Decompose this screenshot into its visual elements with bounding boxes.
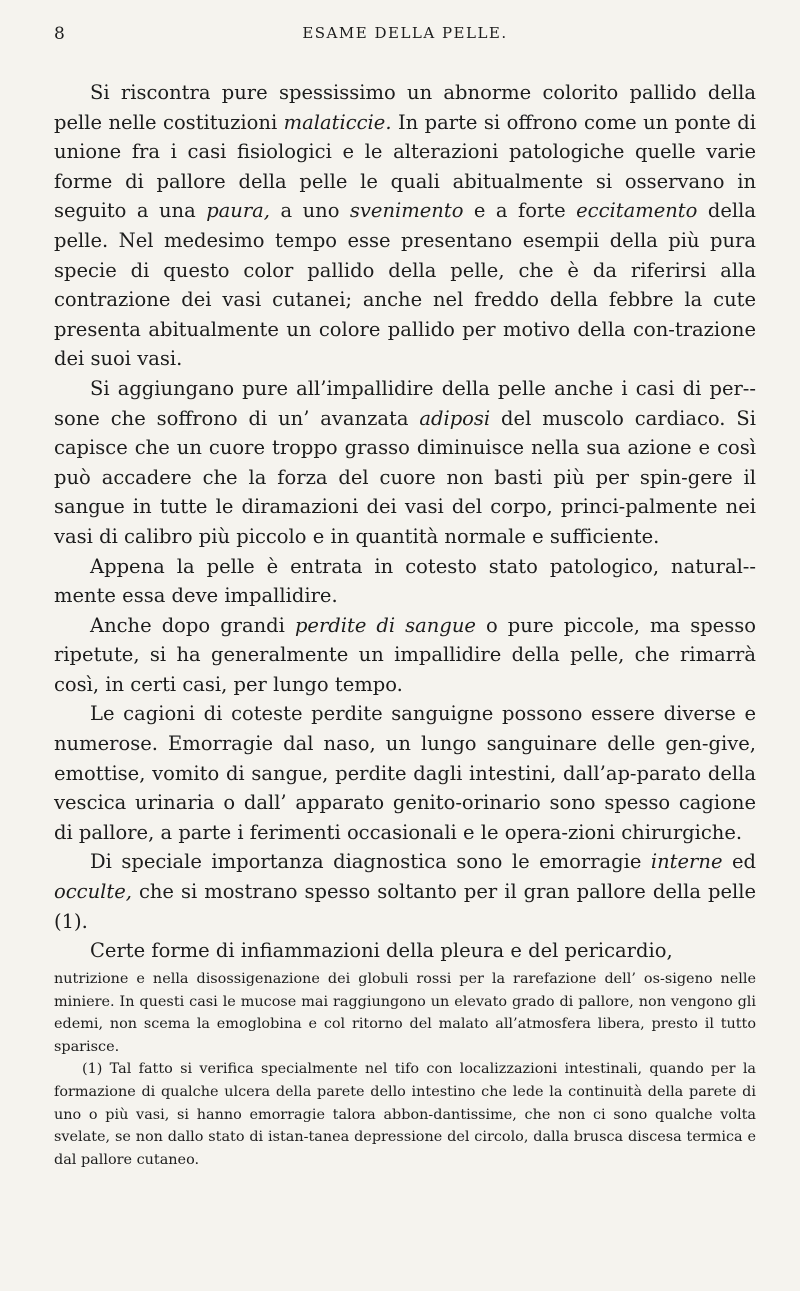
italic-text: malaticcie. (283, 110, 392, 134)
italic-text: occulte, (54, 880, 132, 904)
page-header (54, 24, 756, 50)
text-run: del muscolo cardiaco. Si capisce che un cuore troppo grasso diminuisce nella sua azione e così può accadere che la forza del cuore non basti più per spin-gere il sangue in tutte le diramazioni dei vasi del corpo, princi-palmente nei vasi di calibro più piccolo e in quantità normale e sufficiente. (54, 406, 756, 548)
paragraph (54, 78, 756, 374)
text-run: della pelle. Nel medesimo tempo esse presentano esempii della più pura specie di questo color pallido della pelle, che è da riferirsi alla contrazione dei vasi cutanei; anche nel freddo della febbre la cute presenta abitualmente un colore pallido per motivo della con-trazione dei suoi vasi. (54, 199, 756, 371)
paragraph (54, 552, 756, 611)
paragraph (54, 699, 756, 847)
text-run: che si mostrano spesso soltanto per il gran pallore della pelle (1). (54, 880, 756, 933)
text-run: Le cagioni di coteste perdite sanguigne possono essere diverse e numerose. Emorragie dal naso, un lungo sanguinare delle gen-give, emottise, vomito di sangue, perdite dagli intestini, dall’ap-parato della vescica urinaria o dall’ apparato genito-orinario sono spesso cagione di pallore, a parte i ferimenti occasionali e le opera-zioni chirurgiche. (54, 702, 756, 844)
footnote: nutrizione e nella disossigenazione dei globuli rossi per la rarefazione dell’ os-sigeno nelle miniere. In questi casi le mucose mai raggiungono un elevato grado di pallore, non vengono gli edemi, non scema la emoglobina e col ritorno del malato all’atmosfera libera, presto il tutto sparisce. (54, 971, 756, 1055)
paragraph (54, 611, 756, 700)
paragraph (54, 374, 756, 552)
page-number: 8 (54, 24, 65, 44)
text-run: a uno (270, 199, 350, 223)
text-run: Di speciale importanza diagnostica sono le emorragie (90, 850, 651, 874)
italic-text: interne (650, 850, 723, 874)
text-run: Anche dopo grandi (90, 613, 295, 637)
text-run: o pure piccole, ma spesso ripetute, si ha generalmente un impallidire della pelle, che rimarrà così, in certi casi, per lungo tempo. (54, 613, 756, 696)
italic-text: svenimento (349, 199, 464, 223)
italic-text: paura, (206, 199, 271, 223)
paragraph (54, 936, 756, 966)
footnote: (1) Tal fatto si verifica specialmente nel tifo con localizzazioni intestinali, quando per la formazione di qualche ulcera della parete dello intestino che lede la continuità della parete di uno o più vasi, si hanno emorragie talora abbon-dantissime, che non ci sono qualche volta svelate, se non dallo stato di istan-tanea depressione del circolo, dalla brusca discesa termica e dal pallore cutaneo. (54, 1061, 756, 1168)
text-run: e a forte (463, 199, 577, 223)
paragraph (54, 847, 756, 936)
text-run: Appena la pelle è entrata in cotesto stato patologico, natural-mente essa deve impallidire. (54, 554, 756, 608)
footnotes (54, 968, 756, 1171)
body-text (54, 78, 756, 966)
italic-text: adiposi (419, 406, 491, 430)
text-run: ed (722, 850, 756, 874)
text-run: Certe forme di infiammazioni della pleura e del pericardio, (90, 939, 673, 963)
italic-text: eccitamento (576, 199, 698, 223)
running-title: ESAME DELLA PELLE. (302, 24, 508, 42)
text-run: Si aggiungano pure all’impallidire della pelle anche i casi di per-sone che soffrono di un’ avanzata (54, 376, 756, 430)
text-run: In parte si offrono come un ponte di unione fra i casi fisiologici e le alterazioni patologiche quelle varie forme di pallore della pelle le quali abitualmente si osservano in seguito a una (54, 110, 756, 223)
text-run: Si riscontra pure spessissimo un abnorme colorito pallido della pelle nelle costituzioni (54, 81, 756, 134)
italic-text: perdite di sangue (294, 613, 476, 637)
